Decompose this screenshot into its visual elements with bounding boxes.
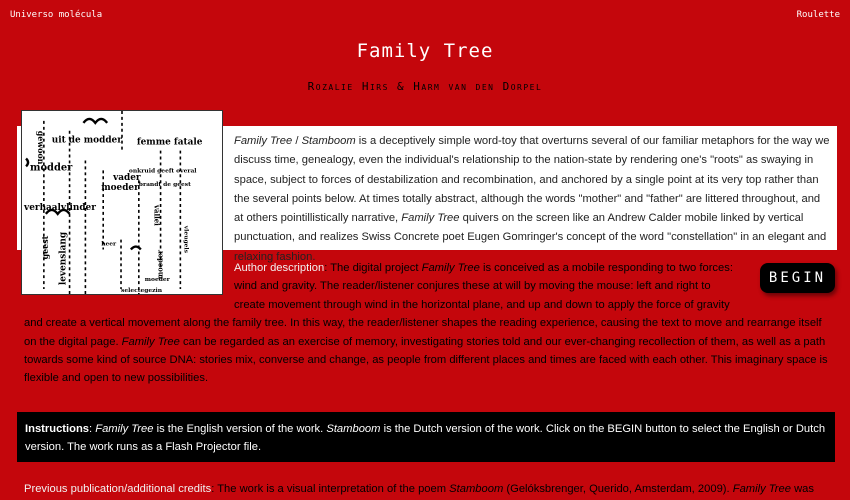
intro-title-nl: Stamboom: [301, 135, 356, 147]
instructions-text-1: :: [89, 423, 96, 435]
tree-word-levenslang: levenslang: [58, 231, 69, 286]
credits: [24, 480, 829, 498]
image-spacer: [24, 259, 234, 314]
tree-word-selectegezin: selectegezin: [121, 287, 163, 294]
authors-line: Rozalie Hirs & Harm van den Dorpel: [307, 80, 543, 93]
instructions-text-3: is the Dutch version of the work. Click on the BEGIN button to select the English or Dutch version. The work runs as a Flash Projector file.: [25, 423, 826, 454]
intro-text: [234, 132, 830, 267]
top-navigation: [10, 10, 840, 24]
tree-word-vallei: vallei: [152, 204, 161, 226]
tree-word-moeder-2: moeder: [156, 249, 165, 280]
instructions-title-nl: Stamboom: [326, 423, 381, 435]
instructions-title-en: Family Tree: [95, 423, 154, 435]
tree-word-femme-fatale: femme fatale: [136, 137, 203, 148]
begin-button[interactable]: BEGIN: [760, 263, 835, 293]
nav-link-roulette[interactable]: Roulette: [796, 10, 840, 20]
tree-word-brandt: brandt de geest: [138, 181, 191, 189]
tree-word-vleugels: vleugels: [182, 225, 190, 254]
author-description-title: Family Tree: [421, 262, 480, 274]
tree-word-modder: modder: [30, 162, 73, 174]
author-description-text-1: : The digital project: [324, 262, 422, 274]
author-description-label: Author description: [234, 262, 325, 274]
intro-separator: /: [292, 135, 302, 147]
instructions-text-2: is the English version of the work.: [153, 423, 327, 435]
author-description-text-2: is conceived as a mobile responding to two forces: wind and gravity. The reader/listener conjures these at will by moving the mouse: left and right to create movement through wind in the horizontal plane, and up and down to apply the force of gravity and create a vertical movement along the family tree. In this way, the reader/listener shapes the reading experience, causing the text to move and rearrange itself on the digital page.: [24, 262, 822, 348]
credits-text-3: was: [790, 483, 814, 495]
tree-word-moeder-3: moeder: [144, 276, 170, 284]
instructions-label: Instructions: [25, 423, 90, 435]
tree-word-verhaalvlinder: verhaalvlinder: [24, 202, 96, 213]
intro-title-en: Family Tree: [234, 135, 293, 147]
tree-word-heer: heer: [101, 240, 117, 248]
author-description-text-3: can be regarded as an exercise of memory, investigating stories told and our ever-changing recollection of them, as well as a path towards some kind of source DNA: stories mix, converse and change, as people from different places and times are faced with each other. This imaginary space is flexible and open to new possibilities.: [24, 335, 828, 385]
tree-word-onkruid: onkruid geeft overal: [128, 167, 197, 175]
intro-title-en-2: Family Tree: [401, 212, 460, 225]
author-description-title-2: Family Tree: [121, 335, 180, 348]
tree-word-uit-de-modder: uit de modder: [51, 135, 122, 146]
intro-text-1: is a deceptively simple word-toy that overturns several of our familiar metaphors for the way we discuss time, genealogy, even the individual's relationship to the nation-state by rendering one's "roots" as swaying in space, subject to forces of destabilization and recombination, and anchored by a single point at its very top rather than the several points below. At times totally abstract, although the words "mother" and "father" are littered throughout, and at others pointillistically narrative,: [234, 135, 830, 225]
tree-word-gewoon: gewoon: [35, 130, 45, 165]
intro-text-2: quivers on the screen like an Andrew Calder mobile linked by vertical punctuation, and realizes Swiss Concrete poet Eugen Gomringer's concept of the word "constellation" in an elegant and relaxing fashion.: [234, 212, 827, 263]
nav-link-universo-molecula[interactable]: Universo molécula: [10, 10, 103, 20]
author-description: [24, 259, 829, 388]
tree-word-geest: geest: [40, 235, 50, 260]
tree-word-moeder-1: moeder: [101, 183, 139, 194]
credits-label: Previous publication/additional credits: [24, 483, 212, 495]
credits-title-nl: Stamboom: [449, 483, 504, 495]
credits-title-en: Family Tree: [732, 483, 791, 495]
credits-text-2: (Gelóksbrenger, Querido, Amsterdam, 2009).: [503, 483, 733, 495]
page-title: Family Tree: [356, 40, 494, 62]
instructions-panel: [17, 412, 835, 462]
tree-word-vader: vader: [113, 173, 141, 184]
credits-text-1: : The work is a visual interpretation of the poem: [211, 483, 450, 495]
